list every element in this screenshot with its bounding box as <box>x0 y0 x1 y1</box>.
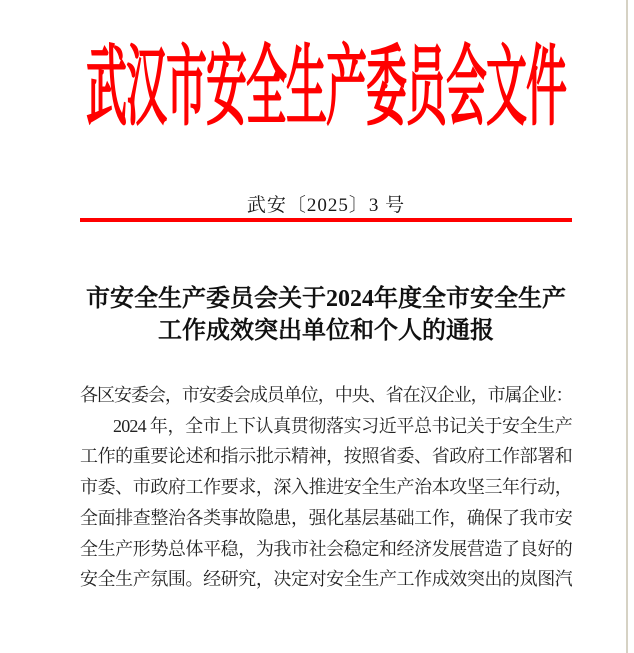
document-title-line2: 工作成效突出单位和个人的通报 <box>158 317 494 344</box>
document-title <box>66 284 586 347</box>
document-number: 武安〔2025〕3 号 <box>246 195 406 216</box>
body-line: 2024 年，全市上下认真贯彻落实习近平总书记关于安全生产 <box>113 415 572 436</box>
document-title-line1: 市安全生产委员会关于2024年度全市安全生产 <box>86 286 566 312</box>
red-divider-line <box>80 218 572 222</box>
document-body <box>80 380 572 595</box>
red-header-org-title: 武汉市安全生产委员会文件 <box>86 37 566 137</box>
body-line: 全面排查整治各类事故隐患，强化基层基础工作，确保了我市安 <box>80 507 572 528</box>
body-salutation-line: 各区安委会，市安委会成员单位，中央、省在汉企业，市属企业： <box>80 385 572 405</box>
body-line: 全生产形势总体平稳，为我市社会稳定和经济发展营造了良好的 <box>80 538 572 559</box>
body-line: 工作的重要论述和指示批示精神，按照省委、省政府工作部署和 <box>80 446 572 467</box>
body-line: 市委、市政府工作要求，深入推进安全生产治本攻坚三年行动， <box>80 477 572 498</box>
page-right-edge-line <box>626 0 628 653</box>
body-line: 安全生产氛围。经研究，决定对安全生产工作成效突出的岚图汽 <box>80 569 572 590</box>
